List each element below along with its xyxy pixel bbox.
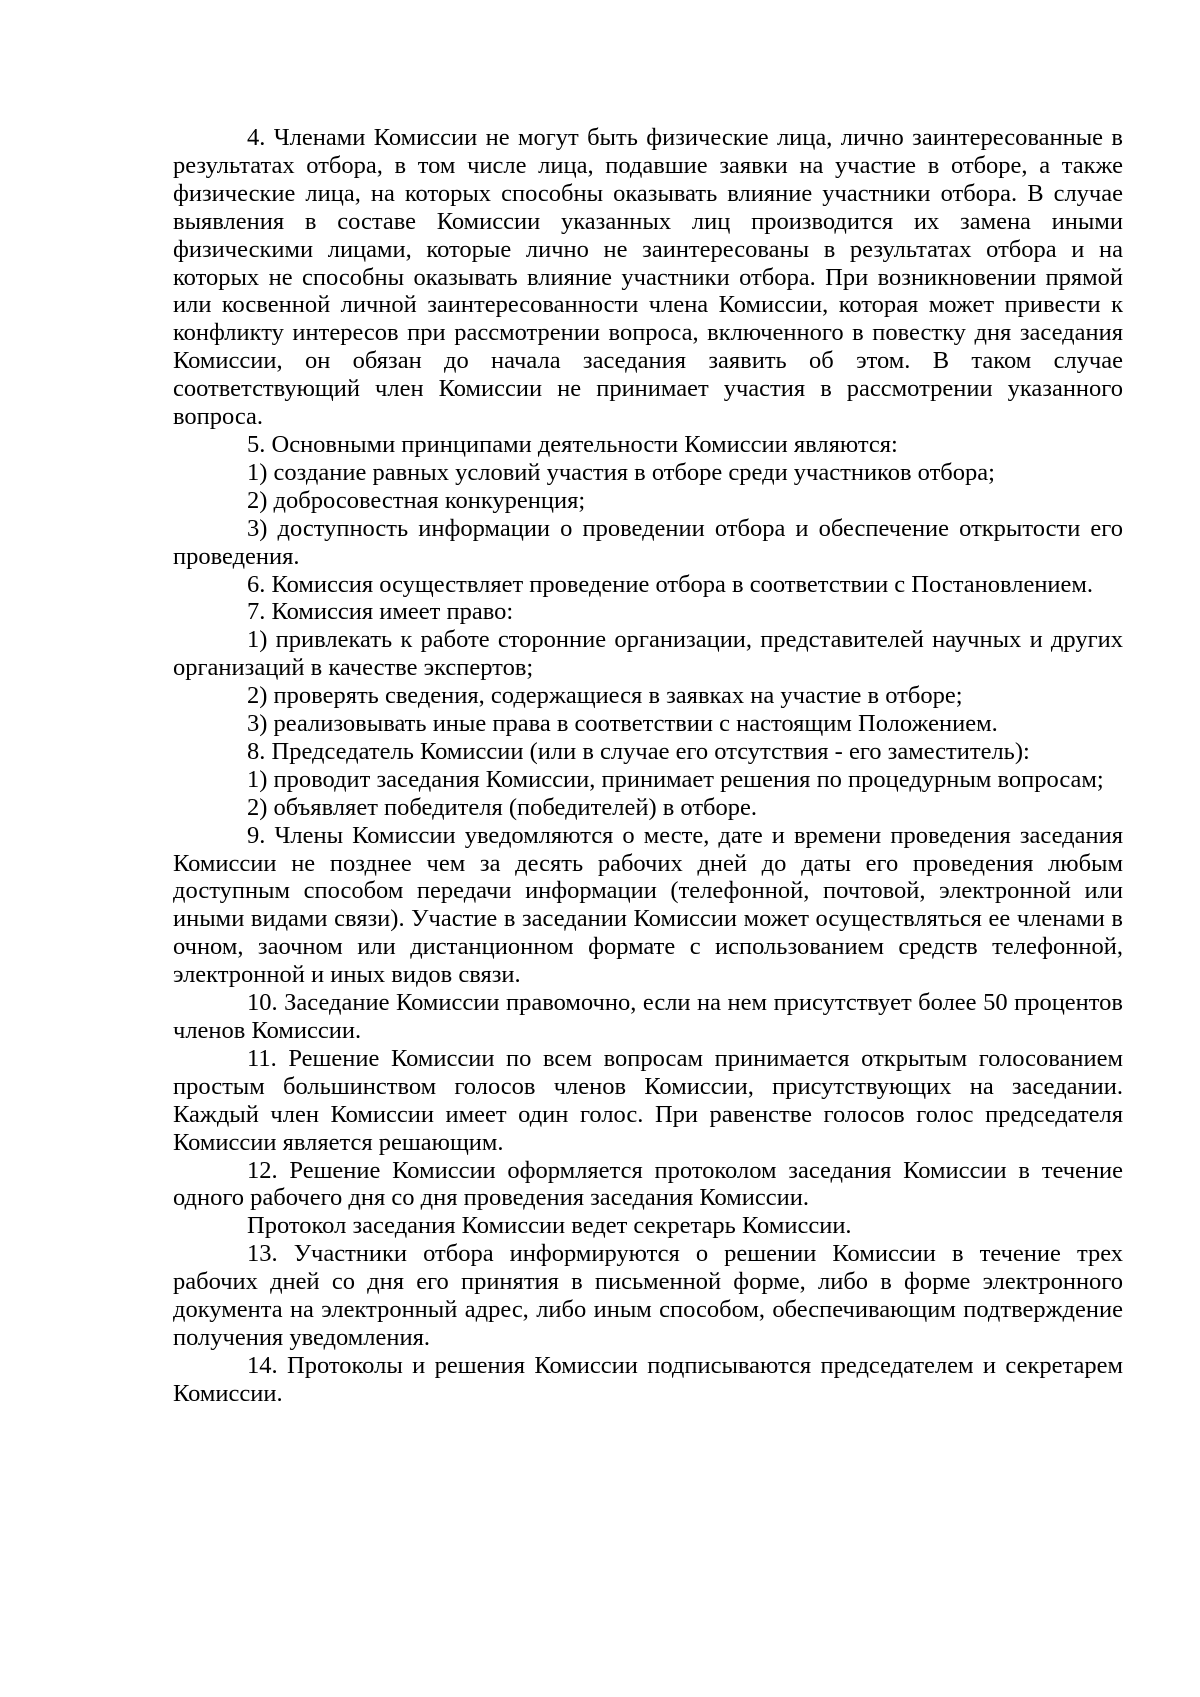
paragraph-5-item-2: 2) добросовестная конкуренция;	[247, 486, 586, 514]
paragraph-5-item-1: 1) создание равных условий участия в отборе среди участников отбора;	[247, 458, 995, 486]
paragraph-5-principles: 5. Основными принципами деятельности Комиссии являются:	[247, 430, 898, 458]
paragraph-12-secretary: Протокол заседания Комиссии ведет секретарь Комиссии.	[247, 1212, 852, 1240]
paragraph-7-rights: 7. Комиссия имеет право:	[247, 598, 514, 626]
paragraph-6-selection: 6. Комиссия осуществляет проведение отбора в соответствии с Постановлением.	[247, 570, 1094, 598]
paragraph-9-notification: 9. Члены Комиссии уведомляются о месте, дате и времени проведения заседания Комиссии не позднее чем за десять рабочих дней до даты его проведения любым доступным способом передачи информации (телефонной, почтовой, электронной или иными видами связи). Участие в заседании Комиссии может осуществляться ее членами в очном, заочном или дистанционном формате с использованием средств телефонной, электронной и иных видов связи.	[173, 821, 1123, 989]
paragraph-7-item-2: 2) проверять сведения, содержащиеся в заявках на участие в отборе;	[247, 682, 963, 710]
paragraph-7-item-1: 1) привлекать к работе сторонние организации, представителей научных и других организаций в качестве экспертов;	[173, 626, 1123, 682]
paragraph-8-item-1: 1) проводит заседания Комиссии, принимает решения по процедурным вопросам;	[247, 765, 1104, 793]
paragraph-8-chairman: 8. Председатель Комиссии (или в случае его отсутствия - его заместитель):	[247, 737, 1030, 765]
paragraph-7-item-3: 3) реализовывать иные права в соответствии с настоящим Положением.	[247, 710, 998, 738]
paragraph-13-informing: 13. Участники отбора информируются о решении Комиссии в течение трех рабочих дней со дня его принятия в письменной форме, либо в форме электронного документа на электронный адрес, либо иным способом, обеспечивающим подтверждение получения уведомления.	[173, 1240, 1123, 1351]
paragraph-4-commission-members: 4. Членами Комиссии не могут быть физические лица, лично заинтересованные в результатах отбора, в том числе лица, подавшие заявки на участие в отборе, а также физические лица, на которых способны оказывать влияние участники отбора. В случае выявления в составе Комиссии указанных лиц производится их замена иными физическими лицами, которые лично не заинтересованы в результатах отбора и на которых не способны оказывать влияние участники отбора. При возникновении прямой или косвенной личной заинтересованности члена Комиссии, которая может привести к конфликту интересов при рассмотрении вопроса, включенного в повестку дня заседания Комиссии, он обязан до начала заседания заявить об этом. В таком случае соответствующий член Комиссии не принимает участия в рассмотрении указанного вопроса.	[173, 124, 1123, 431]
paragraph-8-item-2: 2) объявляет победителя (победителей) в отборе.	[247, 793, 758, 821]
paragraph-12-protocol: 12. Решение Комиссии оформляется протоколом заседания Комиссии в течение одного рабочего дня со дня проведения заседания Комиссии.	[173, 1156, 1123, 1212]
paragraph-11-voting: 11. Решение Комиссии по всем вопросам принимается открытым голосованием простым большинством голосов членов Комиссии, присутствующих на заседании. Каждый член Комиссии имеет один голос. При равенстве голосов голос председателя Комиссии является решающим.	[173, 1044, 1123, 1156]
paragraph-14-signing: 14. Протоколы и решения Комиссии подписываются председателем и секретарем Комиссии.	[173, 1351, 1123, 1407]
paragraph-10-quorum: 10. Заседание Комиссии правомочно, если на нем присутствует более 50 процентов членов Комиссии.	[173, 989, 1123, 1044]
document-body	[173, 124, 1123, 1408]
paragraph-5-item-3: 3) доступность информации о проведении отбора и обеспечение открытости его проведения.	[173, 514, 1123, 570]
